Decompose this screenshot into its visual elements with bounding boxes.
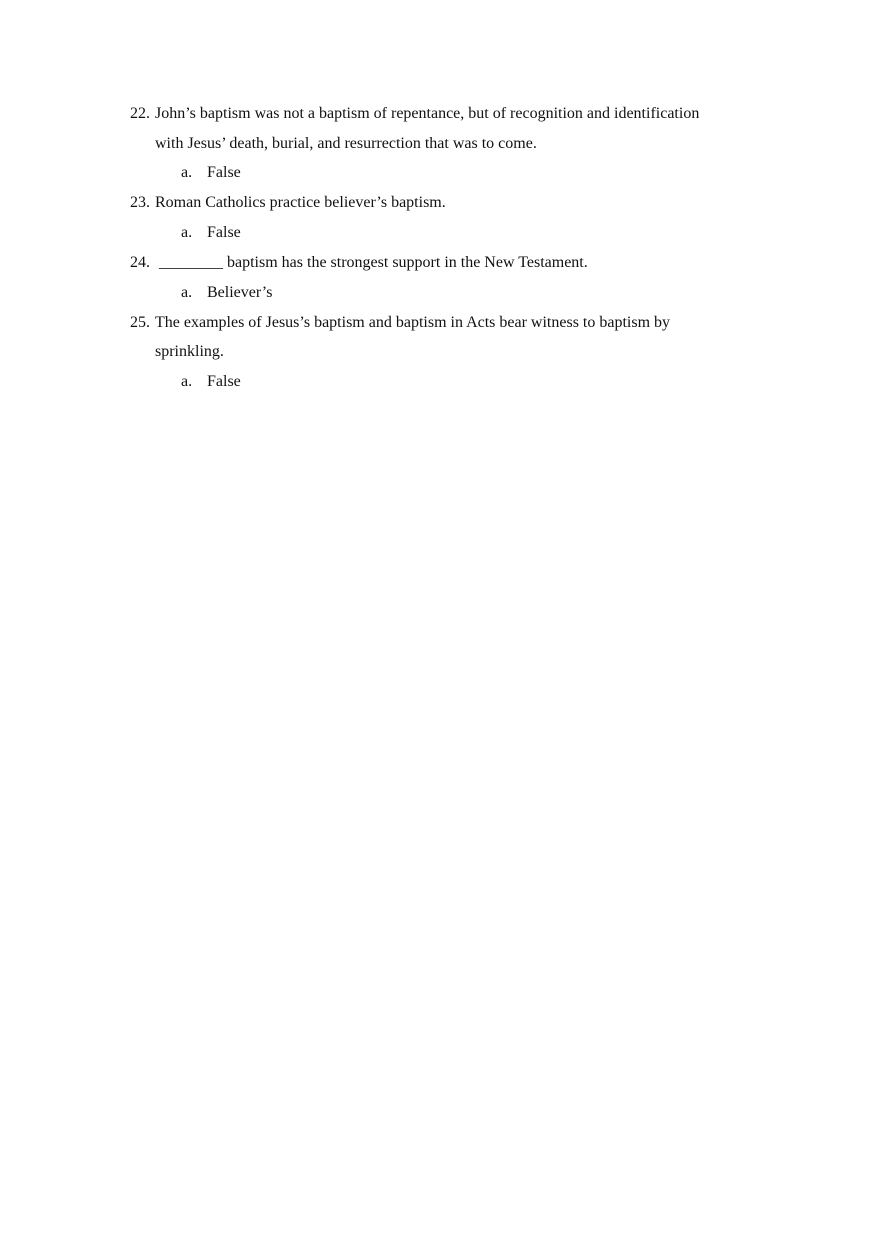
answer-text: False <box>207 224 241 241</box>
answer-text: False <box>207 164 241 181</box>
answer-letter: a. <box>181 224 193 241</box>
answer-letter: a. <box>181 373 193 390</box>
answer-text: Believer’s <box>207 284 273 301</box>
question-number: 22. <box>130 105 150 122</box>
answer-letter: a. <box>181 164 193 181</box>
question-number: 23. <box>130 194 150 211</box>
answer-text: False <box>207 373 241 390</box>
question-number: 25. <box>130 314 150 331</box>
question-text-line: Roman Catholics practice believer’s baptism. <box>155 194 446 211</box>
question-text-line: The examples of Jesus’s baptism and baptism in Acts bear witness to baptism by <box>155 314 671 331</box>
question-text-line: with Jesus’ death, burial, and resurrection that was to come. <box>155 135 537 152</box>
question-text-line: John’s baptism was not a baptism of repentance, but of recognition and identification <box>155 105 700 122</box>
answer-letter: a. <box>181 284 193 301</box>
question-number: 24. <box>130 254 150 271</box>
question-text-line: sprinkling. <box>155 343 224 360</box>
question-text-line: ________ baptism has the strongest support in the New Testament. <box>159 254 588 271</box>
